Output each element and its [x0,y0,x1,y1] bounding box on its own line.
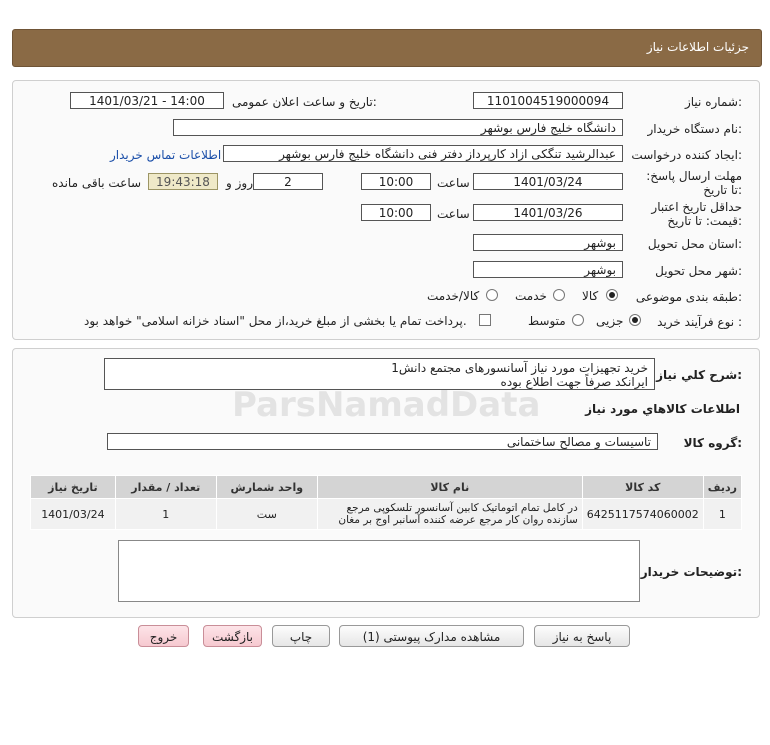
reply-button[interactable]: پاسخ به نیاز [534,625,630,647]
process-label: نوع فرآیند خرید : [657,315,742,329]
validity-time-label: ساعت [437,207,470,221]
validity-date-field: 1401/03/26 [473,204,623,221]
table-row [31,499,742,530]
validity-time-field: 10:00 [361,204,431,221]
province-field: بوشهر [473,234,623,251]
days-field: 2 [253,173,323,190]
category-option-service: خدمت [515,289,547,303]
watermark-brand: ParsNamadData [232,385,541,425]
goods-table-header [31,476,742,499]
buyer-notes-textarea[interactable] [118,540,640,602]
treasury-payment-checkbox[interactable] [479,314,491,326]
col-code: کد کالا [582,476,703,499]
category-radio-goods-service[interactable] [486,289,498,301]
city-label: شهر محل تحویل: [655,264,742,278]
summary-line-1: خرید تجهیزات مورد نیاز آسانسورهای مجتمع دانش1 [391,361,648,375]
cell-name: در کامل تمام اتوماتیک کابین آسانسور تلسکوپی مرجع سازنده روان کار مرجع عرضه کننده آسانبر اوج بر مغان [317,499,582,530]
validity-label: حداقل تاریخ اعتبار قیمت: تا تاریخ: [651,200,742,228]
announce-datetime-label: تاریخ و ساعت اعلان عمومی: [232,95,377,109]
announce-datetime-field: 1401/03/21 - 14:00 [70,92,224,109]
col-qty: تعداد / مقدار [115,476,216,499]
goods-section-title: اطلاعات كالاهاي مورد نياز [585,402,740,416]
days-label: روز و [226,176,253,190]
remaining-time-label: ساعت باقی مانده [52,176,142,190]
treasury-payment-note: پرداخت تمام یا بخشی از مبلغ خرید،از محل "اسناد خزانه اسلامی" خواهد بود. [84,314,467,328]
category-label: طبقه بندی موضوعی: [635,290,742,304]
col-date: تاریخ نیاز [31,476,116,499]
deadline-label: مهلت ارسال پاسخ: تا تاریخ: [646,169,742,197]
buyer-org-field: دانشگاه خلیج فارس بوشهر [173,119,623,136]
goods-group-field: تاسیسات و مصالح ساختمانی [107,433,658,450]
process-option-medium: متوسط [528,314,566,328]
category-radio-service[interactable] [553,289,565,301]
deadline-time-field: 10:00 [361,173,431,190]
remaining-time-field: 19:43:18 [148,173,218,190]
province-label: استان محل تحویل: [647,237,742,251]
col-row: ردیف [703,476,741,499]
need-number-label: شماره نیاز: [684,95,742,109]
cell-qty: 1 [115,499,216,530]
summary-textarea[interactable] [104,358,655,390]
page-header [12,29,762,67]
category-option-goods-service: کالا/خدمت [427,289,480,303]
col-unit: واحد شمارش [216,476,317,499]
process-option-minor: جزیی [596,314,624,328]
cell-date: 1401/03/24 [31,499,116,530]
buyer-contact-link[interactable]: اطلاعات تماس خریدار [110,148,222,162]
process-radio-medium[interactable] [572,314,584,326]
summary-line-2: ایرانکد صرفاً جهت اطلاع بوده [500,375,648,389]
deadline-date-field: 1401/03/24 [473,173,623,190]
col-name: نام کالا [317,476,582,499]
back-button[interactable]: بازگشت [203,625,262,647]
creator-field: عبدالرشید تنگکی ازاد کارپرداز دفتر فنی دانشگاه خلیج فارس بوشهر [223,145,623,162]
category-radio-goods[interactable] [606,289,618,301]
creator-label: ایجاد کننده درخواست: [631,148,742,162]
buyer-org-label: نام دستگاه خریدار: [647,122,742,136]
goods-table [30,475,742,530]
buyer-notes-label: توضیحات خریدار: [640,565,742,579]
exit-button[interactable]: خروج [138,625,189,647]
category-option-goods: کالا [582,289,599,303]
cell-code: 6425117574060002 [582,499,703,530]
need-number-field: 1101004519000094 [473,92,623,109]
cell-row: 1 [703,499,741,530]
deadline-time-label: ساعت [437,176,470,190]
page-title: جزئیات اطلاعات نیاز [646,40,749,54]
goods-group-label: گروه كالا: [683,436,742,450]
summary-label: شرح كلي نياز: [656,368,742,382]
print-button[interactable]: چاپ [272,625,330,647]
attachments-button[interactable]: مشاهده مدارک پیوستی (1) [339,625,524,647]
process-radio-minor[interactable] [629,314,641,326]
cell-unit: ست [216,499,317,530]
city-field: بوشهر [473,261,623,278]
